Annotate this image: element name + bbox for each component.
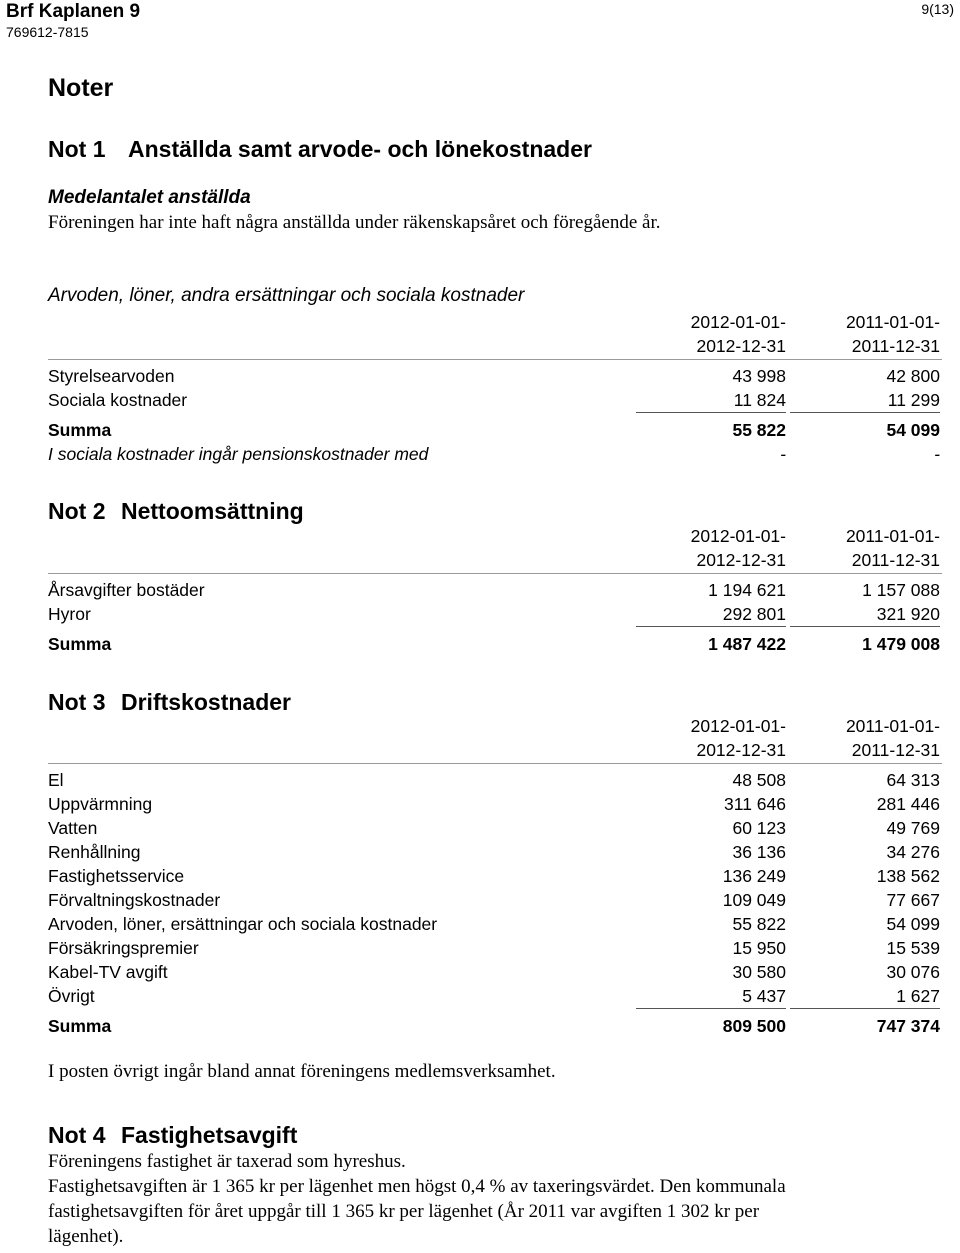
page-number: 9(13) bbox=[921, 1, 954, 17]
note3-table bbox=[48, 714, 942, 1038]
pension-row: I sociala kostnader ingår pensionskostnader med - - bbox=[48, 444, 940, 464]
period-previous: 2011-01-01- 2011-12-31 bbox=[845, 716, 940, 760]
organization-number: 769612-7815 bbox=[6, 24, 89, 40]
table-row: Styrelsearvoden 43 998 42 800 bbox=[48, 366, 940, 386]
page-title: Noter bbox=[48, 74, 114, 102]
note4-number: Not 4 bbox=[48, 1122, 106, 1148]
table-row: El 48 508 64 313 bbox=[48, 770, 940, 790]
table-row: Renhållning 36 136 34 276 bbox=[48, 842, 940, 862]
note4-title: Fastighetsavgift bbox=[121, 1122, 298, 1148]
table-header bbox=[48, 714, 942, 764]
sum-row: Summa 809 500 747 374 bbox=[48, 1016, 940, 1036]
note1-heading bbox=[48, 136, 592, 163]
table-row: Försäkringspremier 15 950 15 539 bbox=[48, 938, 940, 958]
note1-table bbox=[48, 310, 942, 466]
table-row: Kabel-TV avgift 30 580 30 076 bbox=[48, 962, 940, 982]
note3-footnote: I posten övrigt ingår bland annat föreningens medlemsverksamhet. bbox=[48, 1061, 556, 1082]
period-current: 2012-01-01- 2012-12-31 bbox=[690, 526, 786, 570]
table-row: Vatten 60 123 49 769 bbox=[48, 818, 940, 838]
table-header bbox=[48, 524, 942, 574]
note1-number: Not 1 bbox=[48, 136, 106, 162]
table-row: Hyror 292 801 321 920 bbox=[48, 602, 942, 626]
period-current: 2012-01-01- 2012-12-31 bbox=[690, 716, 786, 760]
note2-number: Not 2 bbox=[48, 498, 106, 524]
table-row: Övrigt 5 437 1 627 bbox=[48, 984, 942, 1008]
note2-heading bbox=[48, 498, 304, 525]
note3-number: Not 3 bbox=[48, 689, 106, 715]
note1-sub1-text: Föreningen har inte haft några anställda under räkenskapsåret och föregående år. bbox=[48, 212, 661, 233]
note3-title: Driftskostnader bbox=[121, 689, 291, 715]
table-row: Fastighetsservice 136 249 138 562 bbox=[48, 866, 940, 886]
table-row: Förvaltningskostnader 109 049 77 667 bbox=[48, 890, 940, 910]
note4-heading bbox=[48, 1122, 297, 1149]
table-row: Uppvärmning 311 646 281 446 bbox=[48, 794, 940, 814]
note4-line3: fastighetsavgiften för året uppgår till 1 365 kr per lägenhet (År 2011 var avgiften 1 302 kr per bbox=[48, 1201, 760, 1222]
table-row: Årsavgifter bostäder 1 194 621 1 157 088 bbox=[48, 580, 940, 600]
organization-name: Brf Kaplanen 9 bbox=[6, 1, 141, 22]
table-header bbox=[48, 310, 942, 360]
note1-sub2-title: Arvoden, löner, andra ersättningar och sociala kostnader bbox=[48, 285, 525, 306]
note1-title: Anställda samt arvode- och lönekostnader bbox=[128, 136, 592, 162]
table-row: Arvoden, löner, ersättningar och sociala kostnader 55 822 54 099 bbox=[48, 914, 940, 934]
note4-line1: Föreningens fastighet är taxerad som hyreshus. bbox=[48, 1151, 406, 1172]
table-row: Sociala kostnader 11 824 11 299 bbox=[48, 388, 942, 412]
period-previous: 2011-01-01- 2011-12-31 bbox=[845, 312, 940, 356]
note4-line4: lägenhet). bbox=[48, 1226, 124, 1247]
note2-title: Nettoomsättning bbox=[121, 498, 304, 524]
note3-heading bbox=[48, 689, 291, 716]
period-current: 2012-01-01- 2012-12-31 bbox=[690, 312, 786, 356]
sum-row: Summa 55 822 54 099 bbox=[48, 420, 940, 440]
note1-sub1-title: Medelantalet anställda bbox=[48, 187, 251, 208]
period-previous: 2011-01-01- 2011-12-31 bbox=[845, 526, 940, 570]
note4-line2: Fastighetsavgiften är 1 365 kr per lägenhet men högst 0,4 % av taxeringsvärdet. Den kommunala bbox=[48, 1176, 786, 1197]
sum-row: Summa 1 487 422 1 479 008 bbox=[48, 634, 940, 654]
note2-table bbox=[48, 524, 942, 656]
